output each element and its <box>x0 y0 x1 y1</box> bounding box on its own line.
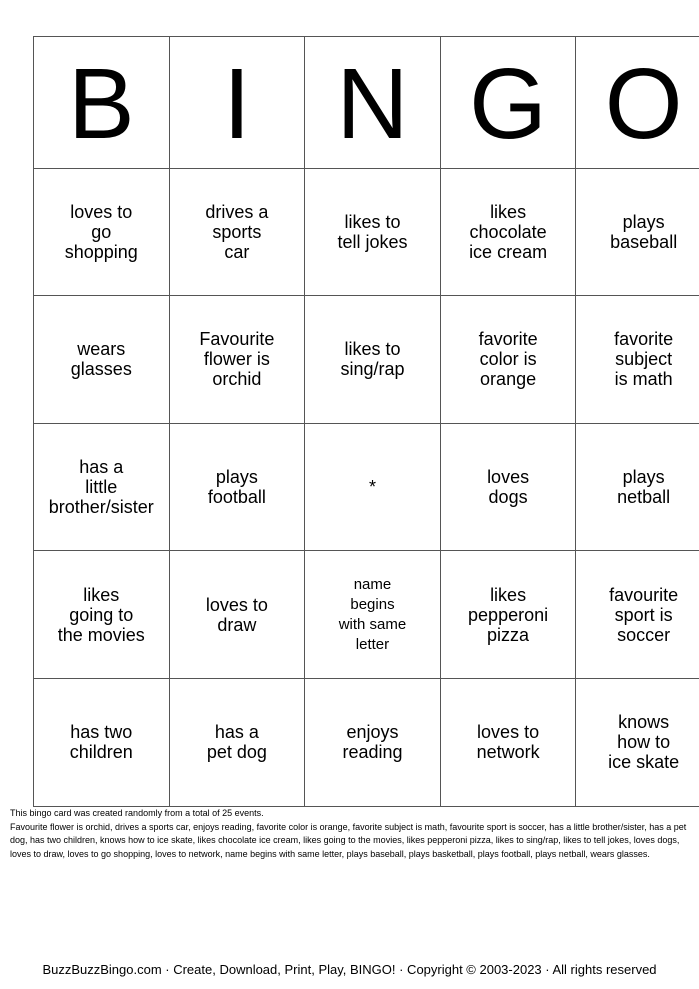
cell-text: loves dogs <box>487 467 530 508</box>
cell-text: name begins with same letter <box>338 575 407 653</box>
bingo-cell <box>576 551 699 679</box>
bingo-cell <box>169 551 305 679</box>
header-letter-i: I <box>169 37 305 169</box>
cell-text: plays football <box>207 467 266 508</box>
header-letter-g: G <box>440 37 576 169</box>
cell-text: drives a sports car <box>205 201 269 262</box>
cell-text: plays netball <box>617 467 671 508</box>
bingo-cell <box>440 678 576 806</box>
header-letter-b: B <box>34 37 170 169</box>
cell-text: loves to draw <box>205 594 268 635</box>
bingo-cell <box>576 423 699 551</box>
bingo-cell <box>34 296 170 424</box>
bingo-cell <box>440 551 576 679</box>
bingo-cell <box>440 168 576 296</box>
bingo-cell <box>305 168 441 296</box>
header-letter-n: N <box>305 37 441 169</box>
bingo-cell <box>576 296 699 424</box>
free-space-mark: * <box>368 477 376 498</box>
cell-text: favourite sport is soccer <box>609 584 679 645</box>
bingo-cell <box>576 678 699 806</box>
cell-text: likes going to the movies <box>57 584 145 645</box>
cell-text: favorite color is orange <box>478 329 538 390</box>
bingo-cell <box>440 296 576 424</box>
grid-row <box>34 423 699 551</box>
page-footer: BuzzBuzzBingo.com · Create, Download, Print, Play, BINGO! · Copyright © 2003-2023 · All rights reserved <box>42 962 657 977</box>
card-event-list: Favourite flower is orchid, drives a sports car, enjoys reading, favorite color is orange, favorite subject is math, favourite sport is soccer, has a little brother/sister, has a pet dog, has two children, knows how to ice skate, likes chocolate ice cream, likes going to the movies, likes pepperoni pizza, likes to sing/rap, likes to tell jokes, loves dogs, loves to draw, loves to go shopping, loves to network, name begins with same letter, plays baseball, plays basketball, plays football, plays netball, wears glasses. <box>10 821 687 859</box>
cell-text: wears glasses <box>70 339 132 380</box>
cell-text: has a pet dog <box>206 722 267 763</box>
bingo-cell <box>305 678 441 806</box>
cell-text: knows how to ice skate <box>608 712 680 773</box>
cell-text: loves to go shopping <box>64 201 138 262</box>
cell-text: likes to tell jokes <box>337 211 408 252</box>
cell-text: loves to network <box>476 722 540 763</box>
bingo-cell <box>169 296 305 424</box>
bingo-cell <box>576 168 699 296</box>
bingo-cell <box>169 168 305 296</box>
cell-text: plays baseball <box>610 211 678 252</box>
cell-text: enjoys reading <box>342 722 403 763</box>
bingo-cell <box>440 423 576 551</box>
header-row <box>34 37 699 169</box>
grid-row <box>34 551 699 679</box>
cell-text: favorite subject is math <box>614 329 674 390</box>
grid-row <box>34 678 699 806</box>
bingo-cell <box>169 423 305 551</box>
cell-text: Favourite flower is orchid <box>199 329 275 390</box>
bingo-cell <box>34 168 170 296</box>
card-description <box>10 807 690 861</box>
bingo-cell <box>305 296 441 424</box>
cell-text: has a little brother/sister <box>48 457 154 518</box>
bingo-cell <box>34 551 170 679</box>
grid-row <box>34 168 699 296</box>
bingo-cell <box>34 678 170 806</box>
cell-text: has two children <box>69 722 133 763</box>
cell-text: likes chocolate ice cream <box>469 201 548 262</box>
bingo-cell <box>305 551 441 679</box>
card-description-intro: This bingo card was created randomly from a total of 25 events. <box>10 808 264 818</box>
cell-text: likes pepperoni pizza <box>468 584 549 645</box>
grid-row <box>34 296 699 424</box>
bingo-cell <box>34 423 170 551</box>
bingo-cell <box>169 678 305 806</box>
free-space-cell <box>305 423 441 551</box>
cell-text: likes to sing/rap <box>340 339 405 380</box>
bingo-card <box>33 36 699 807</box>
header-letter-o: O <box>576 37 699 169</box>
